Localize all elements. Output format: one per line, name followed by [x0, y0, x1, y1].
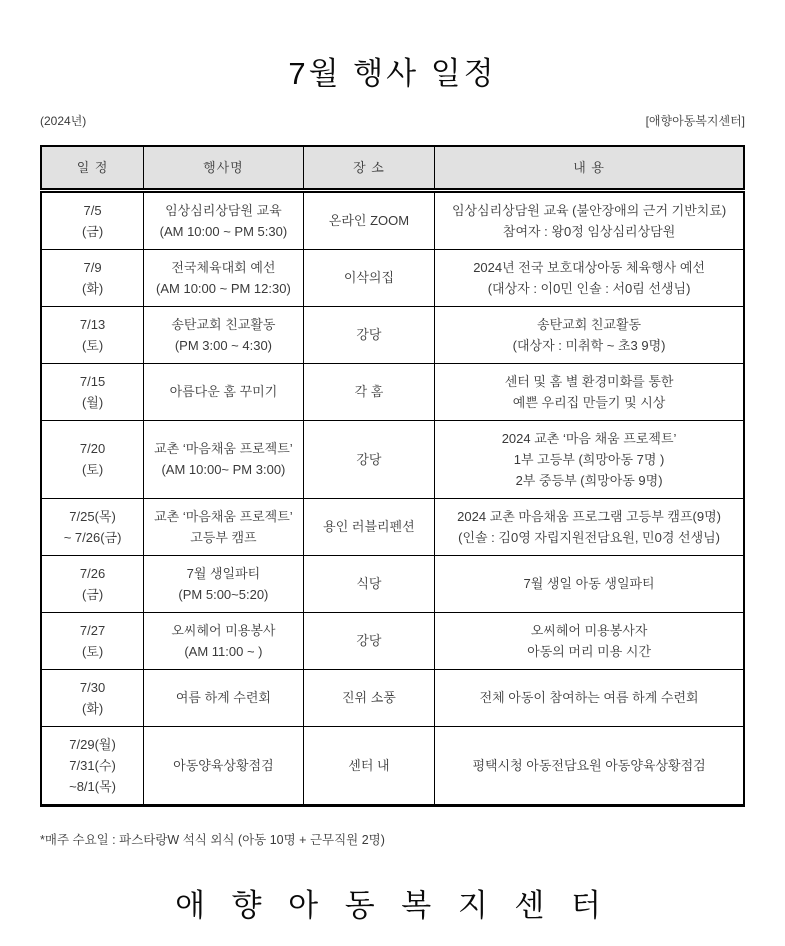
org-label: [애향아동복지센터] [645, 114, 745, 128]
cell-date [41, 363, 144, 420]
cell-event [144, 555, 304, 612]
cell-content [435, 363, 744, 420]
table-row [41, 555, 744, 612]
cell-line: ~ 7/26(금) [63, 529, 122, 545]
cell-line: 고등부 캠프 [190, 529, 257, 545]
cell-line: 아름다운 홈 꾸미기 [169, 384, 278, 399]
cell-line: (AM 10:00 ~ PM 12:30) [156, 280, 291, 296]
cell-line: (월) [81, 394, 104, 410]
cell-line: 강당 [356, 327, 382, 342]
cell-event [144, 498, 304, 555]
cell-line: 참여자 : 왕0정 임상심리상담원 [502, 223, 676, 239]
cell-line: 오씨헤어 미용봉사자 [530, 622, 648, 638]
cell-line: (AM 10:00 ~ PM 5:30) [159, 223, 288, 239]
cell-line: 7/29(월) [69, 736, 116, 752]
cell-content [435, 612, 744, 669]
cell-place [303, 669, 434, 726]
cell-place [303, 498, 434, 555]
cell-line: 전체 아동이 참여하는 여름 하계 수련회 [479, 690, 699, 705]
cell-line: 7/30 [79, 679, 106, 695]
table-row [41, 726, 744, 805]
cell-date [41, 249, 144, 306]
cell-line: 이삭의집 [343, 270, 395, 285]
cell-line: (금) [81, 586, 104, 602]
table-row [41, 669, 744, 726]
column-header-event: 행사명 [144, 146, 304, 190]
cell-line: 센터 내 [348, 757, 390, 773]
cell-line: 용인 러블리펜션 [323, 519, 415, 534]
cell-line: 오씨헤어 미용봉사 [171, 622, 276, 638]
schedule-table [40, 145, 745, 807]
cell-place [303, 306, 434, 363]
cell-line: 여름 하계 수련회 [175, 690, 271, 705]
footer-title: 애 향 아 동 복 지 센 터 [175, 887, 610, 923]
cell-content [435, 726, 744, 805]
cell-date [41, 669, 144, 726]
cell-line: 7/20 [79, 441, 106, 456]
cell-date [41, 726, 144, 805]
cell-line: 7월 생일 아동 생일파티 [523, 576, 655, 591]
cell-date [41, 306, 144, 363]
page-title: 7월 행사 일정 [288, 56, 497, 91]
cell-place [303, 612, 434, 669]
column-header-content: 내 용 [435, 146, 744, 190]
cell-line: (토) [81, 462, 104, 477]
cell-line: (대상자 : 이0민 인솔 : 서0림 선생님) [487, 280, 691, 296]
cell-date [41, 498, 144, 555]
cell-event [144, 726, 304, 805]
cell-place [303, 555, 434, 612]
footnote: *매주 수요일 : 파스타랑W 석식 외식 (아동 10명 + 근무직원 2명) [40, 832, 385, 847]
cell-line: 센터 및 홈 별 환경미화를 통한 [504, 373, 674, 389]
cell-line: 7/26 [79, 565, 106, 581]
cell-line: 7/15 [79, 373, 106, 389]
schedule-table-body [41, 190, 744, 805]
cell-line: 송탄교회 친교활동 [537, 316, 642, 332]
table-row [41, 190, 744, 249]
cell-line: 임상심리상담원 교육 (불안장애의 근거 기반치료) [451, 202, 727, 218]
cell-line: 아동의 머리 미용 시간 [527, 643, 651, 659]
cell-line: 평택시청 아동전담요원 아동양육상황점검 [472, 757, 706, 773]
cell-line: 7/27 [79, 622, 106, 638]
cell-line: (PM 5:00~5:20) [178, 586, 269, 602]
cell-line: 강당 [356, 633, 382, 648]
cell-line: 진위 소풍 [342, 690, 396, 705]
table-row [41, 363, 744, 420]
cell-place [303, 420, 434, 498]
table-row [41, 420, 744, 498]
cell-event [144, 363, 304, 420]
cell-line: (화) [81, 700, 104, 716]
meta-row [40, 112, 745, 129]
cell-content [435, 306, 744, 363]
table-header-row [41, 146, 744, 190]
year-label: (2024년) [40, 114, 87, 128]
cell-line: (화) [81, 280, 104, 296]
cell-line: 2024 교촌 ‘마음 채움 프로젝트’ [501, 430, 677, 446]
cell-date [41, 612, 144, 669]
cell-line: 7/31(수) [69, 757, 116, 773]
cell-place [303, 726, 434, 805]
cell-event [144, 249, 304, 306]
cell-line: 7월 생일파티 [186, 565, 261, 581]
cell-event [144, 612, 304, 669]
cell-place [303, 363, 434, 420]
cell-line: (토) [81, 643, 104, 659]
table-row [41, 306, 744, 363]
cell-line: (PM 3:00 ~ 4:30) [174, 337, 273, 353]
cell-line: (AM 11:00 ~ ) [184, 643, 263, 659]
cell-content [435, 669, 744, 726]
cell-content [435, 190, 744, 249]
cell-line: 7/25(목) [69, 508, 116, 524]
cell-line: (토) [81, 337, 104, 353]
cell-line: (AM 10:00~ PM 3:00) [161, 462, 286, 477]
cell-line: 2024년 전국 보호대상아동 체육행사 예선 [473, 259, 705, 275]
cell-line: 송탄교회 친교활동 [171, 316, 276, 332]
cell-line: 식당 [356, 576, 382, 591]
cell-line: 2부 중등부 (희망아동 9명) [515, 472, 663, 488]
cell-line: 7/13 [79, 316, 106, 332]
column-header-place: 장 소 [303, 146, 434, 190]
column-header-date: 일 정 [41, 146, 144, 190]
cell-content [435, 420, 744, 498]
cell-date [41, 190, 144, 249]
cell-content [435, 249, 744, 306]
cell-line: 온라인 ZOOM [328, 213, 410, 228]
cell-line: 7/5 [83, 202, 102, 218]
cell-line: 교촌 ‘마음채움 프로젝트’ [154, 441, 293, 456]
cell-date [41, 555, 144, 612]
cell-line: 2024 교촌 마음채움 프로그램 고등부 캠프(9명) [457, 508, 721, 524]
cell-line: 7/9 [83, 259, 102, 275]
cell-place [303, 190, 434, 249]
cell-line: (인솔 : 김0영 자립지원전담요원, 민0경 선생님) [458, 529, 721, 545]
cell-line: (대상자 : 미취학 ~ 초3 9명) [512, 337, 666, 353]
cell-line: 아동양육상황점검 [173, 757, 274, 773]
cell-event [144, 420, 304, 498]
cell-line: ~8/1(목) [69, 778, 116, 794]
table-row [41, 498, 744, 555]
cell-content [435, 498, 744, 555]
table-row [41, 612, 744, 669]
table-row [41, 249, 744, 306]
cell-place [303, 249, 434, 306]
cell-line: 각 홈 [354, 384, 384, 399]
cell-line: 임상심리상담원 교육 [165, 202, 282, 218]
cell-event [144, 306, 304, 363]
cell-line: 전국체육대회 예선 [171, 259, 276, 275]
cell-content [435, 555, 744, 612]
cell-date [41, 420, 144, 498]
cell-line: 교촌 ‘마음채움 프로젝트’ [154, 508, 293, 524]
cell-line: 강당 [356, 451, 382, 467]
cell-line: 1부 고등부 (희망아동 7명 ) [513, 451, 665, 467]
cell-line: 예쁜 우리집 만들기 및 시상 [512, 394, 666, 410]
cell-event [144, 669, 304, 726]
cell-line: (금) [81, 223, 104, 239]
cell-event [144, 190, 304, 249]
